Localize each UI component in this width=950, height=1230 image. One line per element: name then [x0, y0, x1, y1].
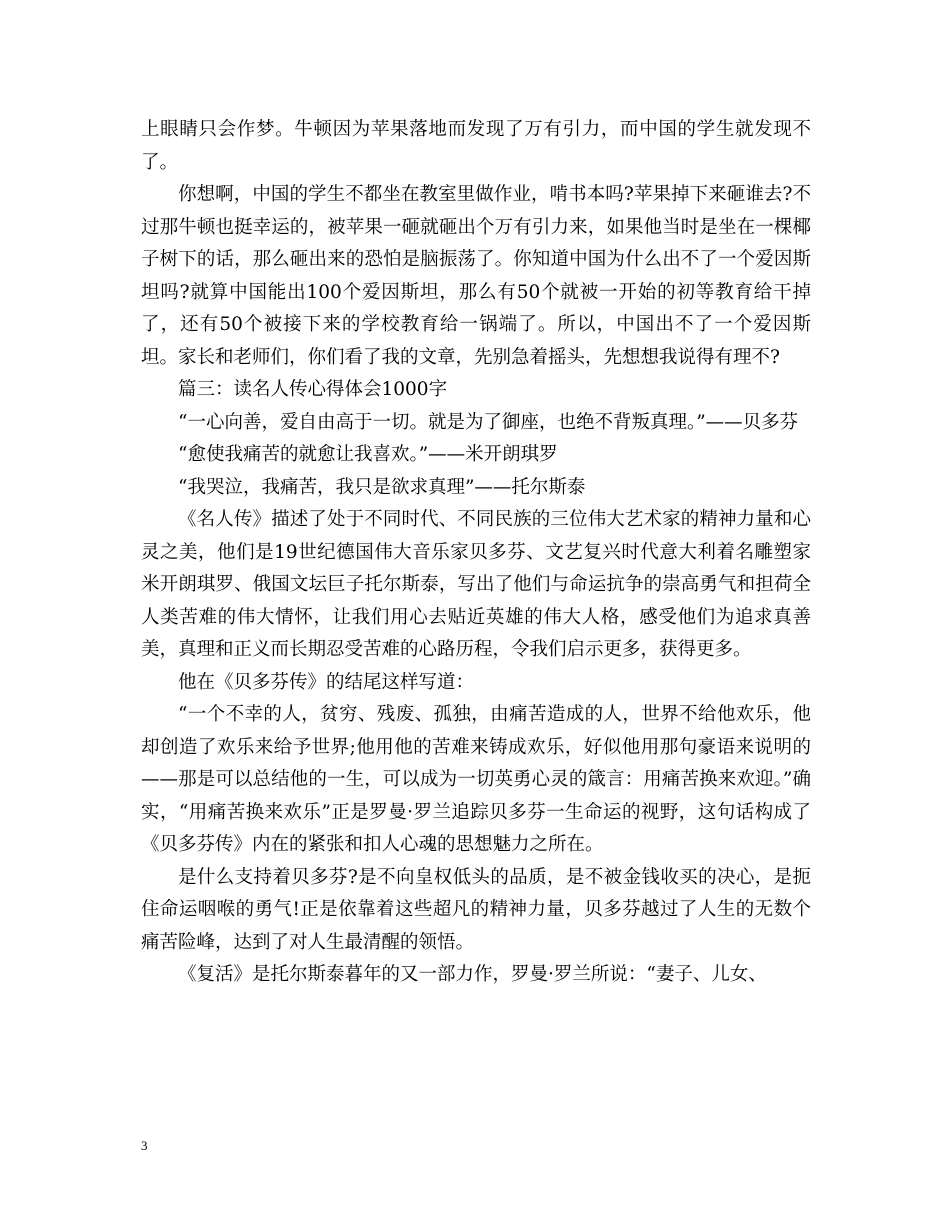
paragraph: 上眼睛只会作梦。牛顿因为苹果落地而发现了万有引力，而中国的学生就发现不了。 — [141, 119, 811, 173]
paragraph: 《名人传》描述了处于不同时代、不同民族的三位伟大艺术家的精神力量和心灵之美，他们是19世纪德国伟大音乐家贝多芬、文艺复兴时代意大利着名雕塑家米开朗琪罗、俄国文坛巨子托尔斯泰，写出了他们与命运抗争的崇高勇气和担荷全人类苦难的伟大情怀，让我们用心去贴近英雄的伟大人格，感受他们为追求真善美，真理和正义而长期忍受苦难的心路历程，令我们启示更多，获得更多。 — [141, 509, 811, 660]
section-heading: 篇三：读名人传心得体会1000字 — [178, 379, 448, 400]
quote-beethoven: “一心向善，爱自由高于一切。就是为了御座，也绝不背叛真理。”——贝多芬 — [178, 411, 799, 433]
quote-michelangelo: “愈使我痛苦的就愈让我喜欢。”——米开朗琪罗 — [178, 444, 558, 465]
document-body — [141, 114, 811, 992]
paragraph: 是什么支持着贝多芬?是不向皇权低头的品质，是不被金钱收买的决心，是扼住命运咽喉的勇气!正是依靠着这些超凡的精神力量，贝多芬越过了人生的无数个痛苦险峰，达到了对人生最清醒的领悟。 — [141, 866, 811, 953]
quote-tolstoy: “我哭泣，我痛苦，我只是欲求真理”——托尔斯泰 — [178, 476, 586, 498]
paragraph: 你想啊，中国的学生不都坐在教室里做作业，啃书本吗?苹果掉下来砸谁去?不过那牛顿也挺幸运的，被苹果一砸就砸出个万有引力来，如果他当时是坐在一棵椰子树下的话，那么砸出来的恐怕是脑振荡了。你知道中国为什么出不了一个爱因斯坦吗?就算中国能出100个爱因斯坦，那么有50个就被一开始的初等教育给干掉了，还有50个被接下来的学校教育给一锅端了。所以，中国出不了一个爱因斯坦。家长和老师们，你们看了我的文章，先别急着摇头，先想想我说得有理不? — [141, 184, 811, 368]
paragraph: “一个不幸的人，贫穷、残废、孤独，由痛苦造成的人，世界不给他欢乐，他却创造了欢乐来给予世界;他用他的苦难来铸成欢乐，好似他用那句豪语来说明的——那是可以总结他的一生，可以成为一切英勇心灵的箴言：用痛苦换来欢迎。”确实，“用痛苦换来欢乐”正是罗曼·罗兰追踪贝多芬一生命运的视野，这句话构成了《贝多芬传》内在的紧张和扣人心魂的思想魅力之所在。 — [141, 704, 811, 855]
paragraph: 《复活》是托尔斯泰暮年的又一部力作，罗曼·罗兰所说：“妻子、儿女、 — [178, 964, 767, 985]
page-number: 3 — [141, 1138, 148, 1153]
paragraph: 他在《贝多芬传》的结尾这样写道： — [178, 671, 475, 693]
